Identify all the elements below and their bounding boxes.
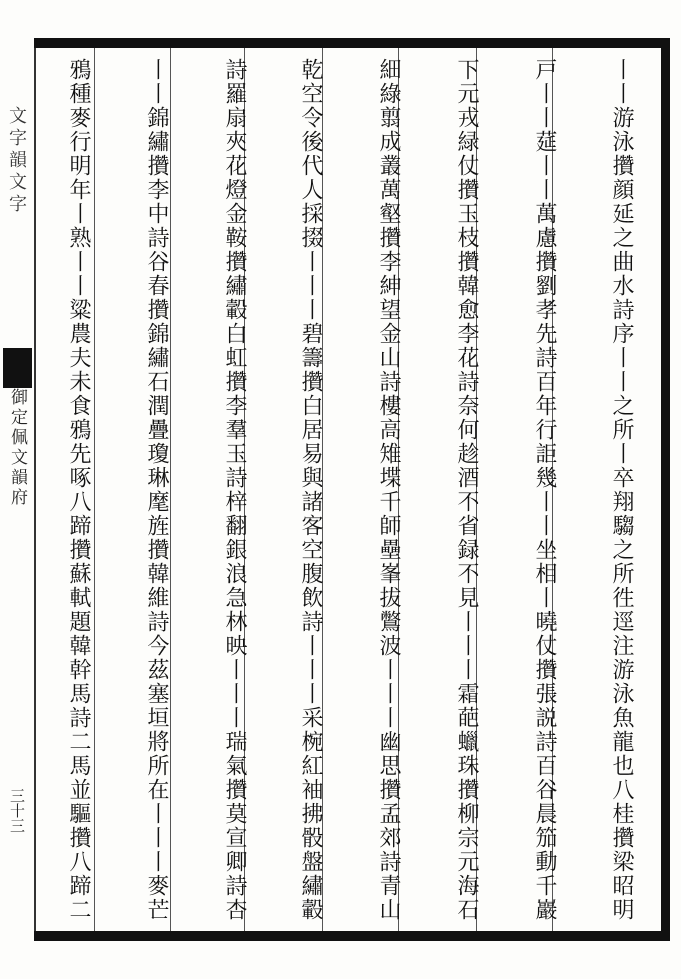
page-gutter [0,48,32,931]
text-column-4: 細綠翦成叢萬壑攢李紳望金山詩樓高雉堞千師壘峯拔鷩波丨丨丨幽思攢孟郊詩青山 [376,58,401,922]
text-column-8: 鴉種麥行明年丨熟丨丨粱農夫未食鴉先啄八蹄攢蘇軾題韓幹馬詩二馬並驅攢八蹄二 [66,58,91,922]
gutter-fish-tail-mark [3,348,32,388]
text-column-1: 丨丨游泳攢顔延之曲水詩序丨丨之所丨卒翔騶之所徃逕注游泳魚龍也八桂攢梁昭明 [609,58,634,922]
gutter-fragment: 文字韻文字 [6,106,27,216]
page-number: 三十三 [8,788,26,833]
text-column-3: 下元戎緑仗攢玉枝攢韓愈李花詩奈何趁酒不省録不見丨丨丨霜葩蠟珠攢柳宗元海石 [454,58,479,922]
text-column-6: 詩羅扇夾花燈金鞍攢繡轂白虹攢李羣玉詩梓翻銀浪急林映丨丨丨瑞氣攢莫宣卿詩杏 [222,58,247,922]
left-border [34,48,36,931]
bottom-border [34,931,670,941]
text-column-2: 戸丨丨莚丨丨萬慮攢劉孝先詩百年行詎幾丨丨坐相丨曉仗攢張説詩百谷晨笳動千巖 [532,58,557,922]
text-column-5: 乾空令後代人採掇丨丨丨碧籌攢白居易與諸客空腹飲詩丨丨丨采椀紅袖拂骰盤繡轂 [298,58,323,922]
text-column-7: 丨丨錦繡攢李中詩谷春攢錦繡石潤疊瓊琳麾旌攢韓維詩今茲塞垣將所在丨丨丨麥芒 [144,58,169,922]
book-title: 御定佩文韻府 [7,388,27,508]
top-border [34,38,670,48]
right-border [661,38,670,941]
